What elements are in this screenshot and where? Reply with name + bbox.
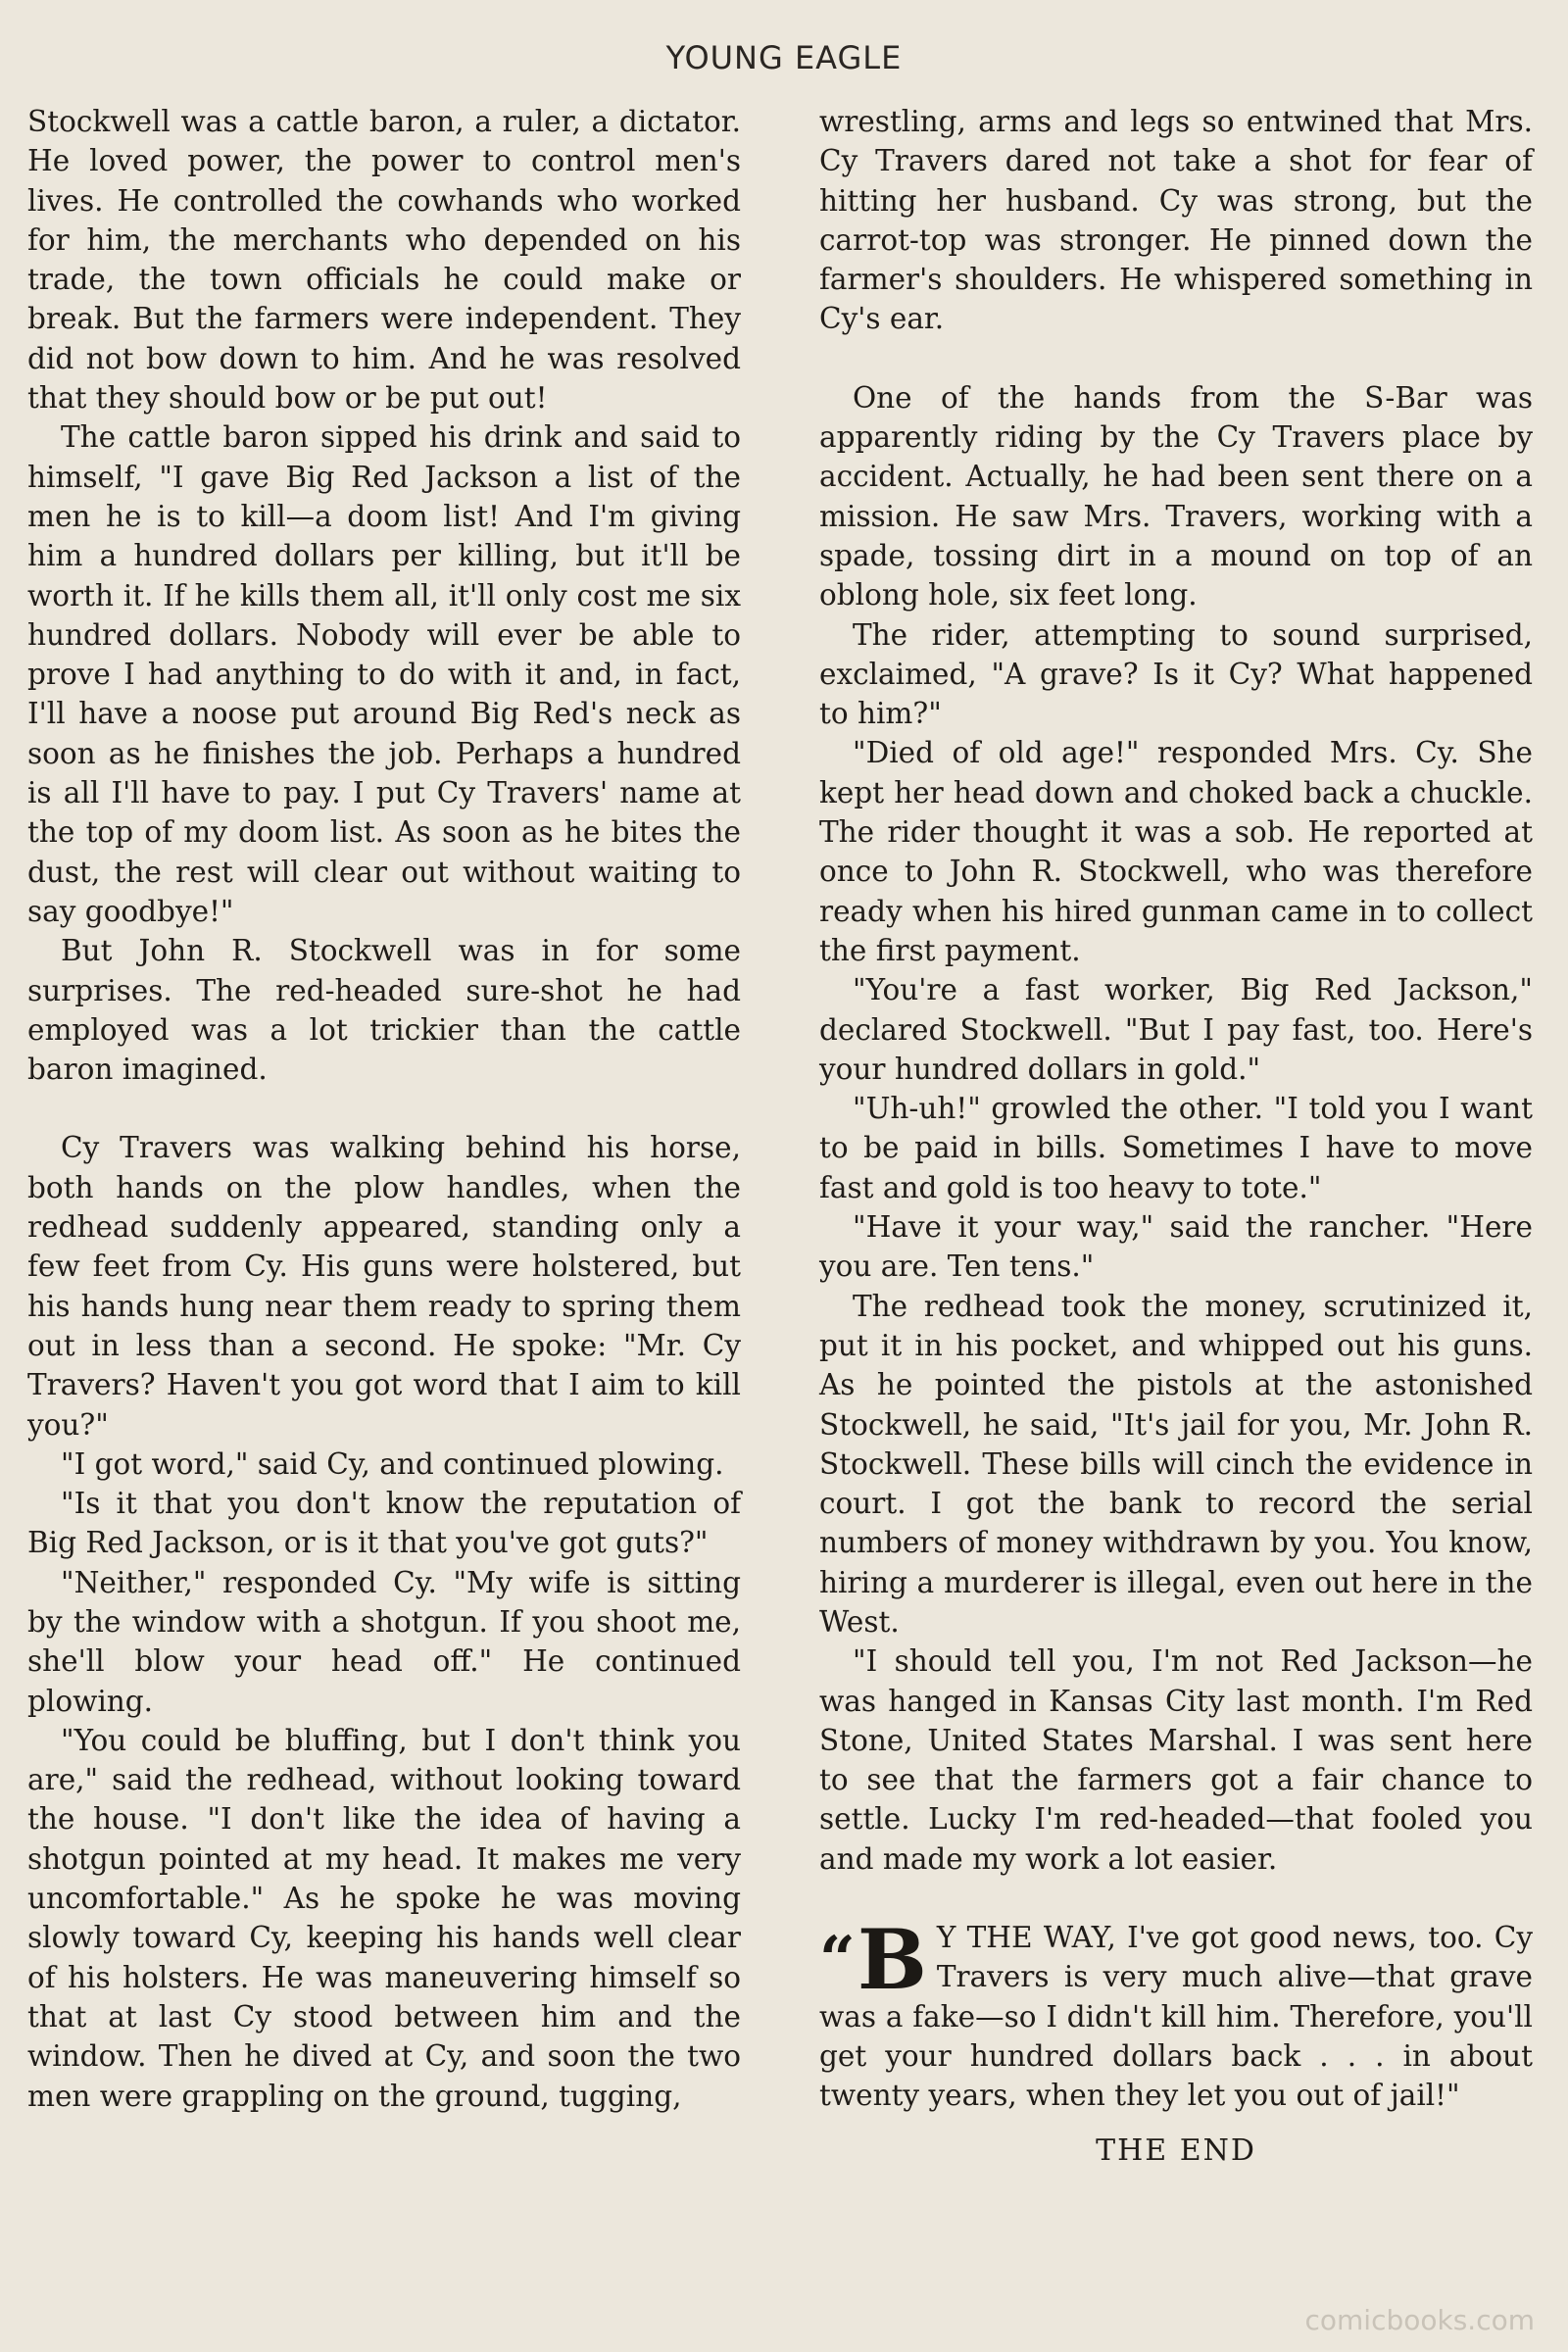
drop-cap-letter: B [857,1911,927,2009]
paragraph: "I got word," said Cy, and continued plowing. [61,1446,724,1481]
paragraph: "Uh-uh!" growled the other. "I told you I want to be paid in bills. Sometimes I have to move fast and gold is too heavy to tote." [819,1092,1533,1204]
running-header: YOUNG EAGLE [665,39,903,76]
paragraph: Cy Travers was walking behind his horse, both hands on the plow handles, when the redhead suddenly appeared, standing only a few feet from Cy. His guns were holstered, but his hands hung near them ready to spring them out in less than a second. He spoke: "Mr. Cy Travers? Haven't you got word that I aim to kill you?" [27,1131,741,1442]
paragraph: "Is it that you don't know the reputation of Big Red Jackson, or is it that you've got guts?" [27,1487,741,1560]
paragraph: The redhead took the money, scrutinized it, put it in his pocket, and whipped out his guns. As he pointed the pistols at the astonished Stockwell, he said, "It's jail for you, Mr. John R. Stockwell. These bills will cinch the evidence in court. I got the bank to record the serial numbers of money withdrawn by you. You know, hiring a murderer is illegal, even out here in the West. [819,1289,1533,1639]
section-break [819,339,1533,378]
paragraph: "You're a fast worker, Big Red Jackson," declared Stockwell. "But I pay fast, too. Here's your hundred dollars in gold." [819,973,1533,1086]
paragraph: "Have it your way," said the rancher. "Here you are. Ten tens." [819,1210,1533,1284]
paragraph: But John R. Stockwell was in for some surprises. The red-headed sure-shot he had employed was a lot trickier than the cattle baron imagined. [27,934,741,1087]
drop-cap-quote: “ [819,1923,856,1997]
paragraph: Stockwell was a cattle baron, a ruler, a dictator. He loved power, the power to control men's lives. He controlled the cowhands who worked for him, the merchants who depended on his trade, the town officials he could make or break. But the farmers were independent. They did not bow down to him. And he was resolved that they should bow or be put out! [27,105,741,416]
final-paragraph [819,1911,1533,2115]
paragraph: "Died of old age!" responded Mrs. Cy. She kept her head down and choked back a chuckle. The rider thought it was a sob. He reported at once to John R. Stockwell, who was therefore ready when his hired gunman came in to collect the first payment. [819,736,1533,967]
paragraph: "You could be bluffing, but I don't think you are," said the redhead, without looking toward the house. "I don't like the idea of having a shotgun pointed at my head. It makes me very uncomfortable." As he spoke he was moving slowly toward Cy, keeping his hands well clear of his holsters. He was maneuvering himself so that at last Cy stood between him and the window. Then he dived at Cy, and soon the two men were grappling on the ground, tugging, [27,1723,741,2113]
paragraph: wrestling, arms and legs so entwined that Mrs. Cy Travers dared not take a shot for fear of hitting her husband. Cy was strong, but the carrot-top was stronger. He pinned down the farmer's shoulders. He whispered something in Cy's ear. [819,105,1533,336]
paragraph: One of the hands from the S-Bar was apparently riding by the Cy Travers place by accident. Actually, he had been sent there on a mission. He saw Mrs. Travers, working with a spade, tossing dirt in a mound on top of an oblong hole, six feet long. [819,380,1533,612]
paragraph: The rider, attempting to sound surprised, exclaimed, "A grave? Is it Cy? What happened to him?" [819,617,1533,731]
the-end: THE END [1096,2132,1256,2168]
paragraph: "I should tell you, I'm not Red Jackson—he was hanged in Kansas City last month. I'm Red Stone, United States Marshal. I was sent here to see that the farmers got a fair chance to settle. Lucky I'm red-headed—that fooled you and made my work a lot easier. [819,1644,1533,1876]
watermark: comicbooks.com [1304,2304,1535,2336]
left-column [27,102,741,2116]
drop-cap [819,1911,927,2009]
right-column [819,102,1533,2171]
paragraph: The cattle baron sipped his drink and said to himself, "I gave Big Red Jackson a list of the men he is to kill—a doom list! And I'm giving him a hundred dollars per killing, but it'll be worth it. If he kills them all, it'll only cost me six hundred dollars. Nobody will ever be able to prove I had anything to do with it and, in fact, I'll have a noose put around Big Red's neck as soon as he finishes the job. Perhaps a hundred is all I'll have to pay. I put Cy Travers' name at the top of my doom list. As soon as he bites the dust, the rest will clear out without waiting to say goodbye!" [27,420,741,928]
paragraph: "Neither," responded Cy. "My wife is sitting by the window with a shotgun. If you shoot me, she'll blow your head off." He continued plowing. [27,1565,741,1718]
final-paragraph-text: Y THE WAY, I've got good news, too. Cy Travers is very much alive—that grave was a fake—so I didn't kill him. Therefore, you'll get your hundred dollars back . . . in about twenty years, when they let you out of jail!" [819,1921,1533,2113]
section-break [27,1089,741,1128]
